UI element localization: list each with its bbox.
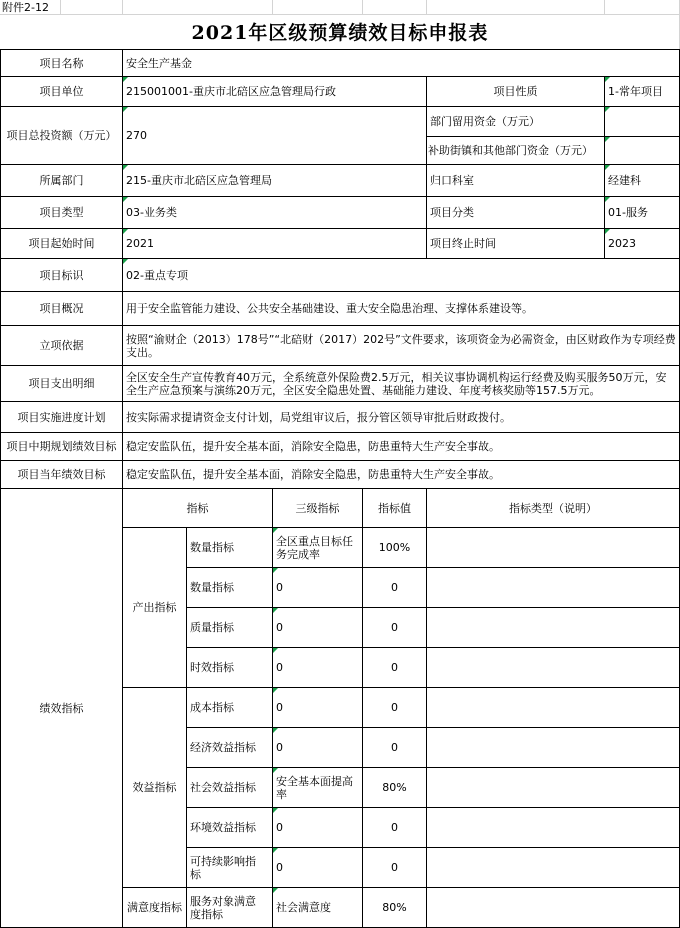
sheet-gridline xyxy=(122,0,123,15)
label-project-tag: 项目标识 xyxy=(39,268,84,282)
cell-comment-marker xyxy=(123,77,128,82)
label-project-nature: 项目性质 xyxy=(493,85,538,98)
value-start-time[interactable]: 2021 xyxy=(126,237,154,250)
indicator-desc[interactable] xyxy=(427,768,679,807)
sheet-gridline xyxy=(426,0,427,15)
cell-comment-marker xyxy=(605,107,610,112)
cell-comment-marker xyxy=(605,229,610,234)
label-end-time: 项目终止时间 xyxy=(430,237,496,250)
label-expense-detail: 项目支出明细 xyxy=(28,377,95,390)
indicator-level3[interactable]: 0 xyxy=(276,621,283,634)
value-end-time[interactable]: 2023 xyxy=(608,237,636,250)
header-indicator: 指标 xyxy=(186,501,209,515)
header-type-desc: 指标类型（说明） xyxy=(509,501,597,515)
value-project-nature[interactable]: 1-常年项目 xyxy=(608,85,663,98)
label-subsidy-funds: 补助街镇和其他部门资金（万元） xyxy=(428,144,593,157)
label-start-time: 项目起始时间 xyxy=(28,237,95,250)
group-satisfaction-indicators: 满意度指标 xyxy=(127,901,182,914)
cell-comment-marker xyxy=(605,165,610,170)
cell-comment-marker xyxy=(273,888,278,893)
sheet-gridline xyxy=(272,0,273,15)
cell-comment-marker xyxy=(273,728,278,733)
sheet-gridline xyxy=(604,0,605,15)
value-managing-office[interactable]: 经建科 xyxy=(608,174,641,187)
indicator-value[interactable]: 0 xyxy=(391,581,398,594)
label-project-unit: 项目单位 xyxy=(39,85,84,98)
indicator-level3[interactable]: 0 xyxy=(276,661,283,674)
label-performance-indicators: 绩效指标 xyxy=(39,701,84,715)
indicator-level2: 质量指标 xyxy=(190,621,234,634)
indicator-desc[interactable] xyxy=(427,808,679,847)
label-department: 所属部门 xyxy=(39,174,84,187)
indicator-level3[interactable]: 安全基本面提高率 xyxy=(276,774,353,801)
indicator-value[interactable]: 0 xyxy=(391,821,398,834)
indicator-level3[interactable]: 全区重点目标任务完成率 xyxy=(276,534,353,561)
indicator-level2: 数量指标 xyxy=(190,581,234,594)
sheet-gridline xyxy=(0,14,680,15)
indicator-level2: 可持续影响指标 xyxy=(190,854,256,881)
indicator-level2: 时效指标 xyxy=(190,661,234,674)
indicator-desc[interactable] xyxy=(427,648,679,687)
cell-comment-marker xyxy=(605,77,610,82)
value-annual-target[interactable]: 稳定安监队伍，提升安全基本面，消除安全隐患，防患重特大生产安全事故。 xyxy=(126,468,500,481)
indicator-level2: 成本指标 xyxy=(190,701,234,714)
indicator-level2: 社会效益指标 xyxy=(190,781,256,794)
cell-comment-marker xyxy=(605,197,610,202)
value-project-category[interactable]: 01-服务 xyxy=(608,206,648,219)
cell-comment-marker xyxy=(123,229,128,234)
indicator-level3[interactable]: 0 xyxy=(276,821,283,834)
header-level3: 三级指标 xyxy=(295,501,340,515)
group-output-indicators: 产出指标 xyxy=(132,601,177,614)
cell-comment-marker xyxy=(273,648,278,653)
label-overview: 项目概况 xyxy=(39,302,84,315)
indicator-desc[interactable] xyxy=(427,728,679,767)
label-mid-term-target: 项目中期规划绩效目标 xyxy=(6,440,117,453)
indicator-value[interactable]: 80% xyxy=(382,901,407,914)
value-project-tag[interactable]: 02-重点专项 xyxy=(126,268,188,282)
indicator-desc[interactable] xyxy=(427,528,679,567)
indicator-level2: 服务对象满意度指标 xyxy=(190,894,256,921)
cell-comment-marker xyxy=(605,137,610,142)
value-subsidy-funds[interactable] xyxy=(605,137,679,164)
cell-comment-marker xyxy=(273,528,278,533)
indicator-desc[interactable] xyxy=(427,848,679,887)
value-basis[interactable]: 按照“渝财企（2013）178号”“北碚财（2017）202号”文件要求，该项资金为必需资金，由区财政作为专项经费支出。 xyxy=(126,332,676,359)
cell-comment-marker xyxy=(273,568,278,573)
value-department[interactable]: 215-重庆市北碚区应急管理局 xyxy=(126,174,272,187)
indicator-level3[interactable]: 社会满意度 xyxy=(276,901,331,914)
label-schedule: 项目实施进度计划 xyxy=(17,410,106,424)
cell-comment-marker xyxy=(123,165,128,170)
value-project-name[interactable]: 安全生产基金 xyxy=(126,56,192,70)
value-project-type[interactable]: 03-业务类 xyxy=(126,206,177,219)
cell-comment-marker xyxy=(123,107,128,112)
indicator-value[interactable]: 100% xyxy=(378,541,411,554)
indicator-level3[interactable]: 0 xyxy=(276,581,283,594)
indicator-level3[interactable]: 0 xyxy=(276,701,283,714)
value-dept-retained-funds[interactable] xyxy=(605,107,679,136)
cell-comment-marker xyxy=(273,608,278,613)
indicator-value[interactable]: 80% xyxy=(382,781,407,794)
value-mid-term-target[interactable]: 稳定安监队伍，提升安全基本面，消除安全隐患，防患重特大生产安全事故。 xyxy=(126,440,500,453)
label-total-investment: 项目总投资额（万元） xyxy=(6,129,117,142)
value-expense-detail[interactable]: 全区安全生产宣传教育40万元，全系统意外保险费2.5万元，相关议事协调机构运行经费及购买服务50万元，安全生产应急预案与演练20万元，全区安全隐患处置、基础能力建设、年度考核奖励等157.5万元。 xyxy=(126,370,667,397)
indicator-value[interactable]: 0 xyxy=(391,701,398,714)
indicator-desc[interactable] xyxy=(427,608,679,647)
value-schedule[interactable]: 按实际需求提请资金支付计划，局党组审议后，报分管区领导审批后财政拨付。 xyxy=(126,410,511,424)
label-project-category: 项目分类 xyxy=(430,206,474,219)
indicator-desc[interactable] xyxy=(427,568,679,607)
indicator-desc[interactable] xyxy=(427,688,679,727)
label-managing-office: 归口科室 xyxy=(430,174,474,187)
indicator-desc[interactable] xyxy=(427,888,679,927)
cell-comment-marker xyxy=(123,197,128,202)
value-total-investment[interactable]: 270 xyxy=(126,129,147,142)
indicator-level3[interactable]: 0 xyxy=(276,741,283,754)
indicator-level2: 环境效益指标 xyxy=(190,821,256,834)
label-basis: 立项依据 xyxy=(39,339,84,352)
label-dept-retained-funds: 部门留用资金（万元） xyxy=(430,115,540,128)
attachment-label: 附件2-12 xyxy=(2,0,49,14)
label-annual-target: 项目当年绩效目标 xyxy=(17,468,106,481)
label-project-name: 项目名称 xyxy=(39,56,84,70)
indicator-value[interactable]: 0 xyxy=(391,861,398,874)
header-value: 指标值 xyxy=(378,501,411,515)
value-overview[interactable]: 用于安全监管能力建设、公共安全基础建设、重大安全隐患治理、支撑体系建设等。 xyxy=(126,302,533,315)
cell-comment-marker xyxy=(273,688,278,693)
indicator-value[interactable]: 0 xyxy=(391,661,398,674)
indicator-value[interactable]: 0 xyxy=(391,621,398,634)
group-benefit-indicators: 效益指标 xyxy=(132,781,177,794)
cell-comment-marker xyxy=(273,768,278,773)
cell-comment-marker xyxy=(273,808,278,813)
indicator-level2: 数量指标 xyxy=(190,541,234,554)
label-project-type: 项目类型 xyxy=(39,206,84,219)
value-project-unit[interactable]: 215001001-重庆市北碚区应急管理局行政 xyxy=(126,85,336,98)
indicator-level3[interactable]: 0 xyxy=(276,861,283,874)
cell-comment-marker xyxy=(273,848,278,853)
page-title: 2021年区级预算绩效目标申报表 xyxy=(191,21,489,44)
indicator-value[interactable]: 0 xyxy=(391,741,398,754)
cell-comment-marker xyxy=(123,259,128,264)
sheet-gridline xyxy=(362,0,363,15)
indicator-level2: 经济效益指标 xyxy=(190,741,256,754)
